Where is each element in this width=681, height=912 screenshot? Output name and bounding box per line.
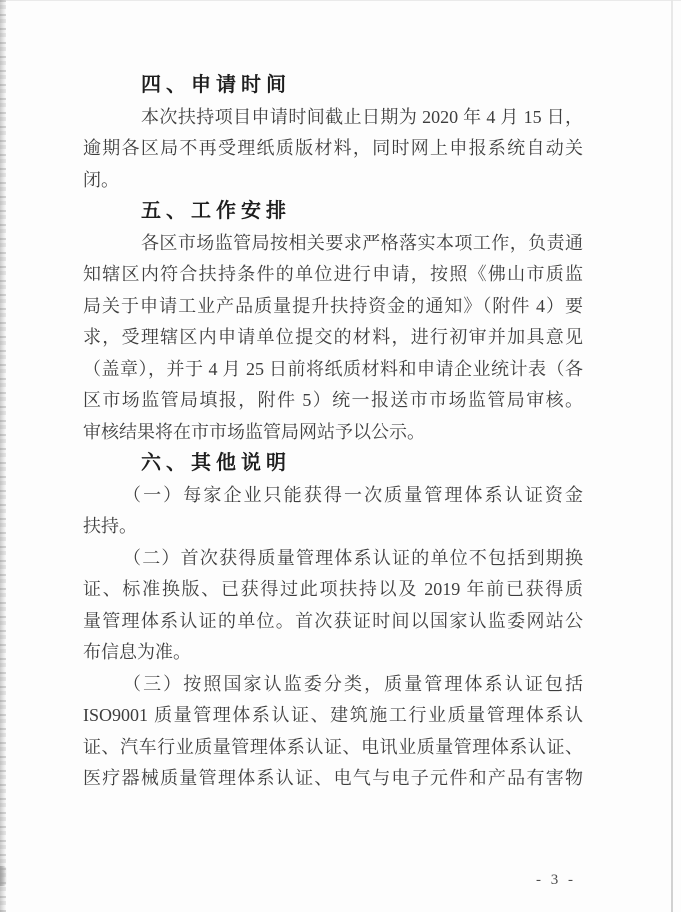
document-line: 布信息为准。 [83,642,191,662]
scan-smudge [0,866,7,886]
document-line: 闭。 [83,169,119,190]
document-line: 审核结果将在市市场监管局网站予以公示。 [83,421,425,442]
document-line: 局关于申请工业产品质量提升扶持资金的通知》（附件 4）要 [83,295,583,316]
document-line: 证、标准换版、已获得过此项扶持以及 2019 年前已获得质 [83,579,583,599]
document-line: 医疗器械质量管理体系认证、电气与电子元件和产品有害物 [83,768,583,788]
scan-edge-top [0,0,681,1]
page-number: - 3 - [536,872,576,888]
document-line: （二）首次获得质量管理体系认证的单位不包括到期换 [123,547,583,568]
document-line: 区市场监管局填报，附件 5）统一报送市市场监管局审核。 [83,390,583,410]
document-line: 求，受理辖区内申请单位提交的材料，进行初审并加具意见 [83,327,583,347]
document-line: 扶持。 [83,516,137,536]
document-line: 逾期各区局不再受理纸质版材料，同时网上申报系统自动关 [83,138,583,158]
section-heading: 五、工作安排 [141,200,291,222]
document-line: （一）每家企业只能获得一次质量管理体系认证资金 [123,484,583,505]
section-heading: 四、申请时间 [141,74,291,96]
scan-edge-right [671,0,673,912]
document-line: 本次扶持项目申请时间截止日期为 2020 年 4 月 15 日， [141,106,583,127]
document-line: ISO9001 质量管理体系认证、建筑施工行业质量管理体系认 [83,705,583,725]
document-line: 量管理体系认证的单位。首次获证时间以国家认监委网站公 [83,610,583,631]
document-line: 知辖区内符合扶持条件的单位进行申请，按照《佛山市质监 [83,264,583,284]
section-heading: 六、其他说明 [141,452,291,474]
document-line: （三）按照国家认监委分类，质量管理体系认证包括 [123,673,583,694]
scan-edge-left [0,0,6,912]
document-line: 各区市场监管局按相关要求严格落实本项工作，负责通 [141,232,583,253]
document-line: 证、汽车行业质量管理体系认证、电讯业质量管理体系认证、 [83,736,583,757]
document-line: （盖章），并于 4 月 25 日前将纸质材料和申请企业统计表（各 [83,358,583,379]
document-body [83,70,583,795]
